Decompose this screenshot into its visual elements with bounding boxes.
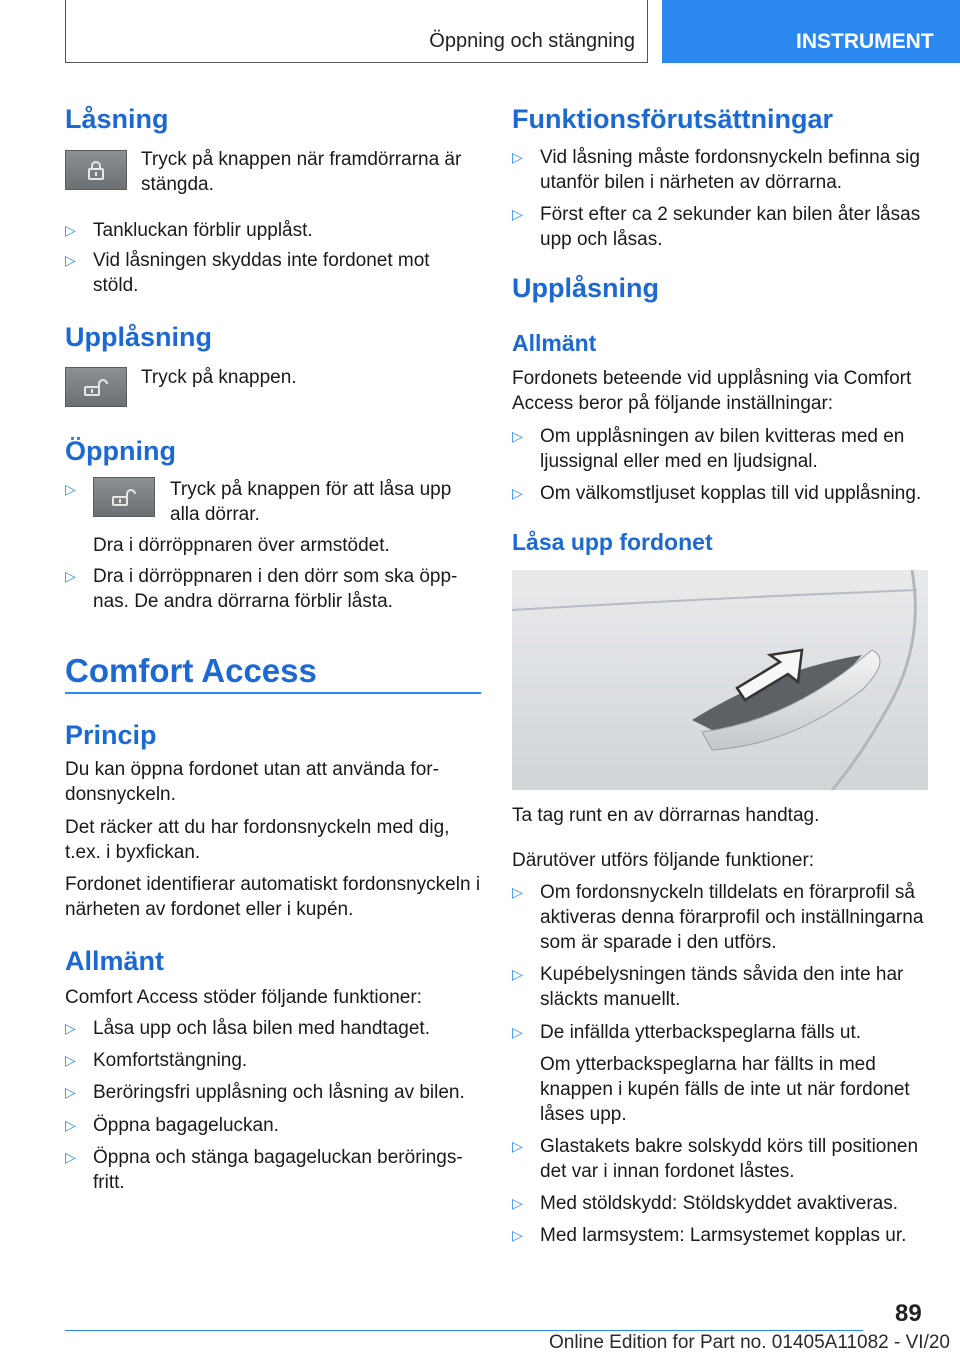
bullet-triangle-icon: ▷ — [512, 1024, 523, 1040]
heading-oppning: Öppning — [65, 436, 176, 466]
oppning-subtext: Dra i dörröppnaren över armstödet. — [93, 535, 390, 556]
lock-icon — [85, 159, 107, 181]
page-number: 89 — [895, 1300, 922, 1327]
bullet-triangle-icon: ▷ — [512, 884, 523, 900]
bullet-triangle-icon: ▷ — [65, 1020, 76, 1036]
allmant-intro-right: Fordonets beteende vid upplåsning via Comfort Access beror på följande inställningar: — [512, 368, 912, 414]
bullet-triangle-icon: ▷ — [65, 222, 76, 238]
bullet-triangle-icon: ▷ — [512, 1195, 523, 1211]
princip-p1: Du kan öppna fordonet utan att använda for‐donsnyckeln. — [65, 759, 439, 805]
heading-comfort-access: Comfort Access — [65, 652, 317, 689]
heading-lasa-upp-fordonet: Låsa upp fordonet — [512, 529, 713, 555]
unlock-button-image — [93, 477, 155, 517]
door-handle-photo — [512, 570, 928, 790]
princip-p3: Fordonet identifierar automatiskt fordonsnyckeln i närheten av fordonet eller i kupén. — [65, 874, 481, 920]
bullet-triangle-icon: ▷ — [65, 1052, 76, 1068]
extra-b3-subtext: Om ytterbackspeglarna har fällts in med knappen i kupén fälls de inte ut när fordonet låses upp. — [540, 1054, 910, 1125]
lock-button-image — [65, 150, 127, 190]
heading-allmant-left: Allmänt — [65, 946, 165, 976]
heading-upplasning-right: Upplåsning — [512, 273, 659, 303]
bullet-triangle-icon: ▷ — [65, 568, 76, 584]
unlock-button-image — [65, 367, 127, 407]
bullet-triangle-icon: ▷ — [512, 1227, 523, 1243]
heading-allmant-right: Allmänt — [512, 330, 597, 356]
bullet-triangle-icon: ▷ — [65, 1149, 76, 1165]
heading-funktionsforutsattningar: Funktionsförutsättningar — [512, 104, 833, 134]
upplasning-text: Tryck på knappen. — [141, 367, 297, 388]
footer-edition: Online Edition for Part no. 01405A11082 - VI/20 — [548, 1332, 950, 1353]
photo-caption: Ta tag runt en av dörrarnas handtag. — [512, 805, 820, 826]
unlock-icon — [82, 376, 110, 398]
princip-p2: Det räcker att du har fordonsnyckeln med dig, t.ex. i byxfickan. — [65, 817, 450, 863]
header-tab-instrument[interactable]: INSTRUMENT — [662, 0, 960, 63]
section-rule — [65, 692, 481, 694]
heading-lasning: Låsning — [65, 104, 169, 134]
bullet-triangle-icon: ▷ — [512, 428, 523, 444]
bullet-triangle-icon: ▷ — [65, 1084, 76, 1100]
bullet-triangle-icon: ▷ — [512, 149, 523, 165]
heading-princip: Princip — [65, 720, 157, 750]
header-section-title: Öppning och stängning — [429, 30, 635, 52]
bullet-triangle-icon: ▷ — [512, 485, 523, 501]
bullet-triangle-icon: ▷ — [512, 206, 523, 222]
bullet-triangle-icon: ▷ — [65, 481, 76, 497]
bullet-triangle-icon: ▷ — [512, 966, 523, 982]
list-item: ▷ Tryck på knappen för att låsa upp alla dörrar. — [65, 479, 452, 525]
extra-intro: Därutöver utförs följande funktioner: — [512, 850, 815, 871]
unlock-icon — [110, 486, 138, 508]
bullet-triangle-icon: ▷ — [65, 252, 76, 268]
allmant-intro-left: Comfort Access stöder följande funktioner: — [65, 987, 422, 1008]
lasning-text: Tryck på knappen när framdörrarna är stängda. — [141, 149, 462, 195]
bullet-triangle-icon: ▷ — [512, 1138, 523, 1154]
heading-upplasning: Upplåsning — [65, 322, 212, 352]
bullet-triangle-icon: ▷ — [65, 1117, 76, 1133]
footer-rule — [65, 1330, 863, 1331]
